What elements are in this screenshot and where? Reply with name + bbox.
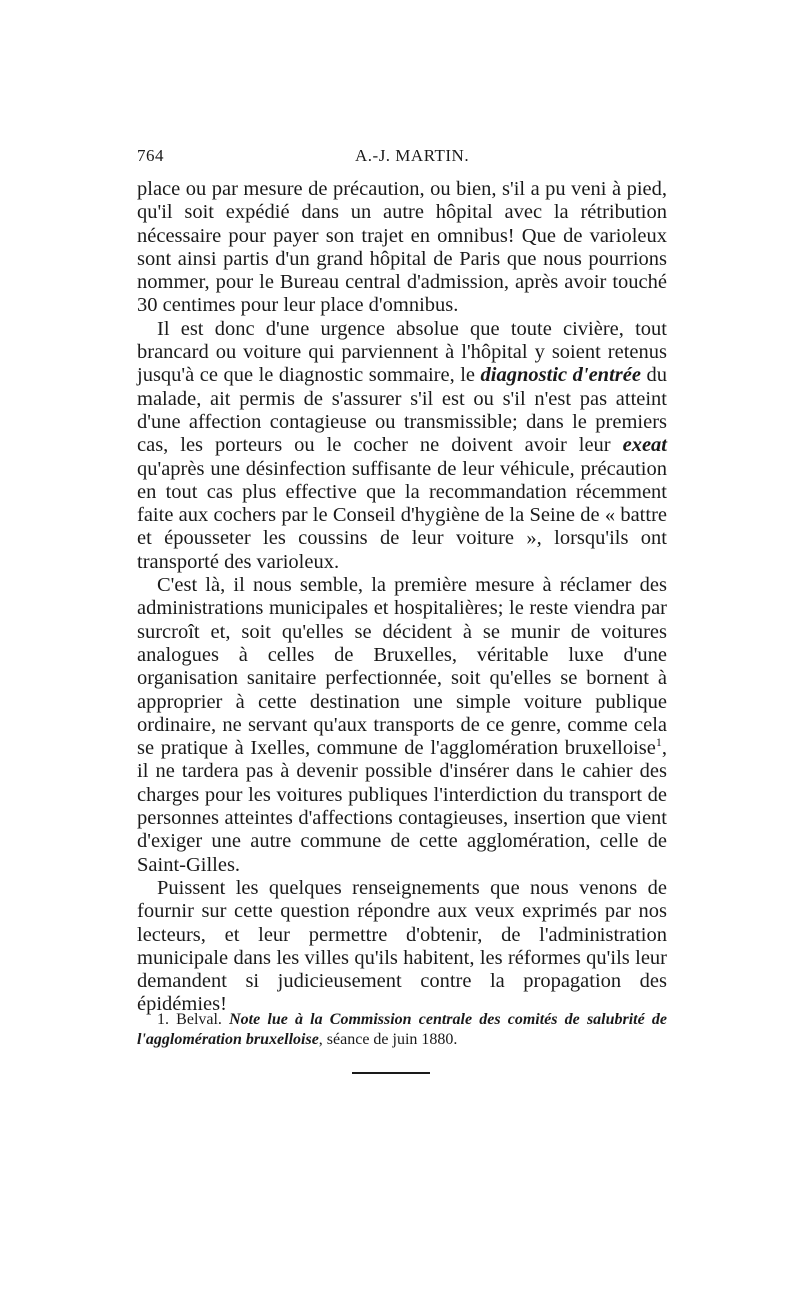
paragraph-2-text-b: du malade, ait permis de s'assurer s'il est ou s'il n'est pas atteint d'une affection contagieuse ou transmissible; dans le premiers cas, les porteurs ou le cocher ne doivent avoir leur <box>137 364 667 457</box>
end-rule <box>352 1072 430 1074</box>
footnote <box>137 1010 667 1050</box>
paragraph-4: Puissent les quelques renseignements que nous venons de fournir sur cette question répondre aux veux exprimés par nos lecteurs, et leur permettre d'obtenir, de l'administration municipale dans les villes qu'ils habitent, les réformes qu'ils leur demandent si judicieusement contre la propagation des épidémies! <box>137 876 667 1016</box>
emphasis-exeat: exeat <box>622 434 667 457</box>
footnote-rest: , séance de juin 1880. <box>318 1031 458 1048</box>
paragraph-3-text-a: C'est là, il nous semble, la première mesure à réclamer des administrations municipales et hospitalières; le reste viendra par surcroît et, soit qu'elles se décident à se munir de voitures analogues à celles de Bruxelles, véritable luxe d'une organisation sanitaire perfectionnée, soit qu'elles se bornent à approprier à cette destination une simple voiture publique ordinaire, ne servant qu'aux transports de ce genre, comme cela se pratique à Ixelles, commune de l'agglomération bruxelloise <box>137 574 667 760</box>
paragraph-3-text-b: , il ne tardera pas à devenir possible d'insérer dans le cahier des charges pour les voitures publiques l'interdiction du transport de personnes atteintes d'affections contagieuses, insertion que vient d'exiger une autre commune de cette agglomération, celle de Saint-Gilles. <box>137 737 667 876</box>
paragraph-2 <box>137 318 667 574</box>
running-head: A.-J. MARTIN. <box>355 146 470 165</box>
page-header <box>137 146 667 168</box>
footnote-author: Belval. <box>169 1011 230 1028</box>
page-number: 764 <box>137 146 164 165</box>
body-text <box>137 178 667 1017</box>
footnote-reference: 1 <box>655 735 662 750</box>
paragraph-2-text-a: Il est donc d'une urgence absolue que toute civière, tout brancard ou voiture qui parviennent à l'hôpital y soient retenus jusqu'à ce que le diagnostic sommaire, le <box>137 317 667 387</box>
paragraph-1: place ou par mesure de précaution, ou bien, s'il a pu veni à pied, qu'il soit expédié dans un autre hôpital avec la rétribution nécessaire pour payer son trajet en omnibus! Que de varioleux sont ainsi partis d'un grand hôpital de Paris que nous pourrions nommer, pour le Bureau central d'admission, après avoir touché 30 centimes pour leur place d'omnibus. <box>137 178 667 317</box>
paragraph-2-text-c: qu'après une désinfection suffisante de leur véhicule, précaution en tout cas plus effective que la recommandation récemment faite aux cochers par le Conseil d'hygiène de la Seine de « battre et épousseter les coussins de leur voiture », lorsqu'ils ont transporté des varioleux. <box>137 457 667 573</box>
emphasis-diagnostic: diagnostic d'entrée <box>480 364 641 387</box>
footnote-marker: 1. <box>157 1011 169 1028</box>
footnote-text <box>137 1010 667 1050</box>
footnote-title: Note lue à la Commission centrale des comités de salubrité de l'agglomération bruxelloise <box>137 1011 668 1048</box>
paragraph-3 <box>137 574 667 877</box>
